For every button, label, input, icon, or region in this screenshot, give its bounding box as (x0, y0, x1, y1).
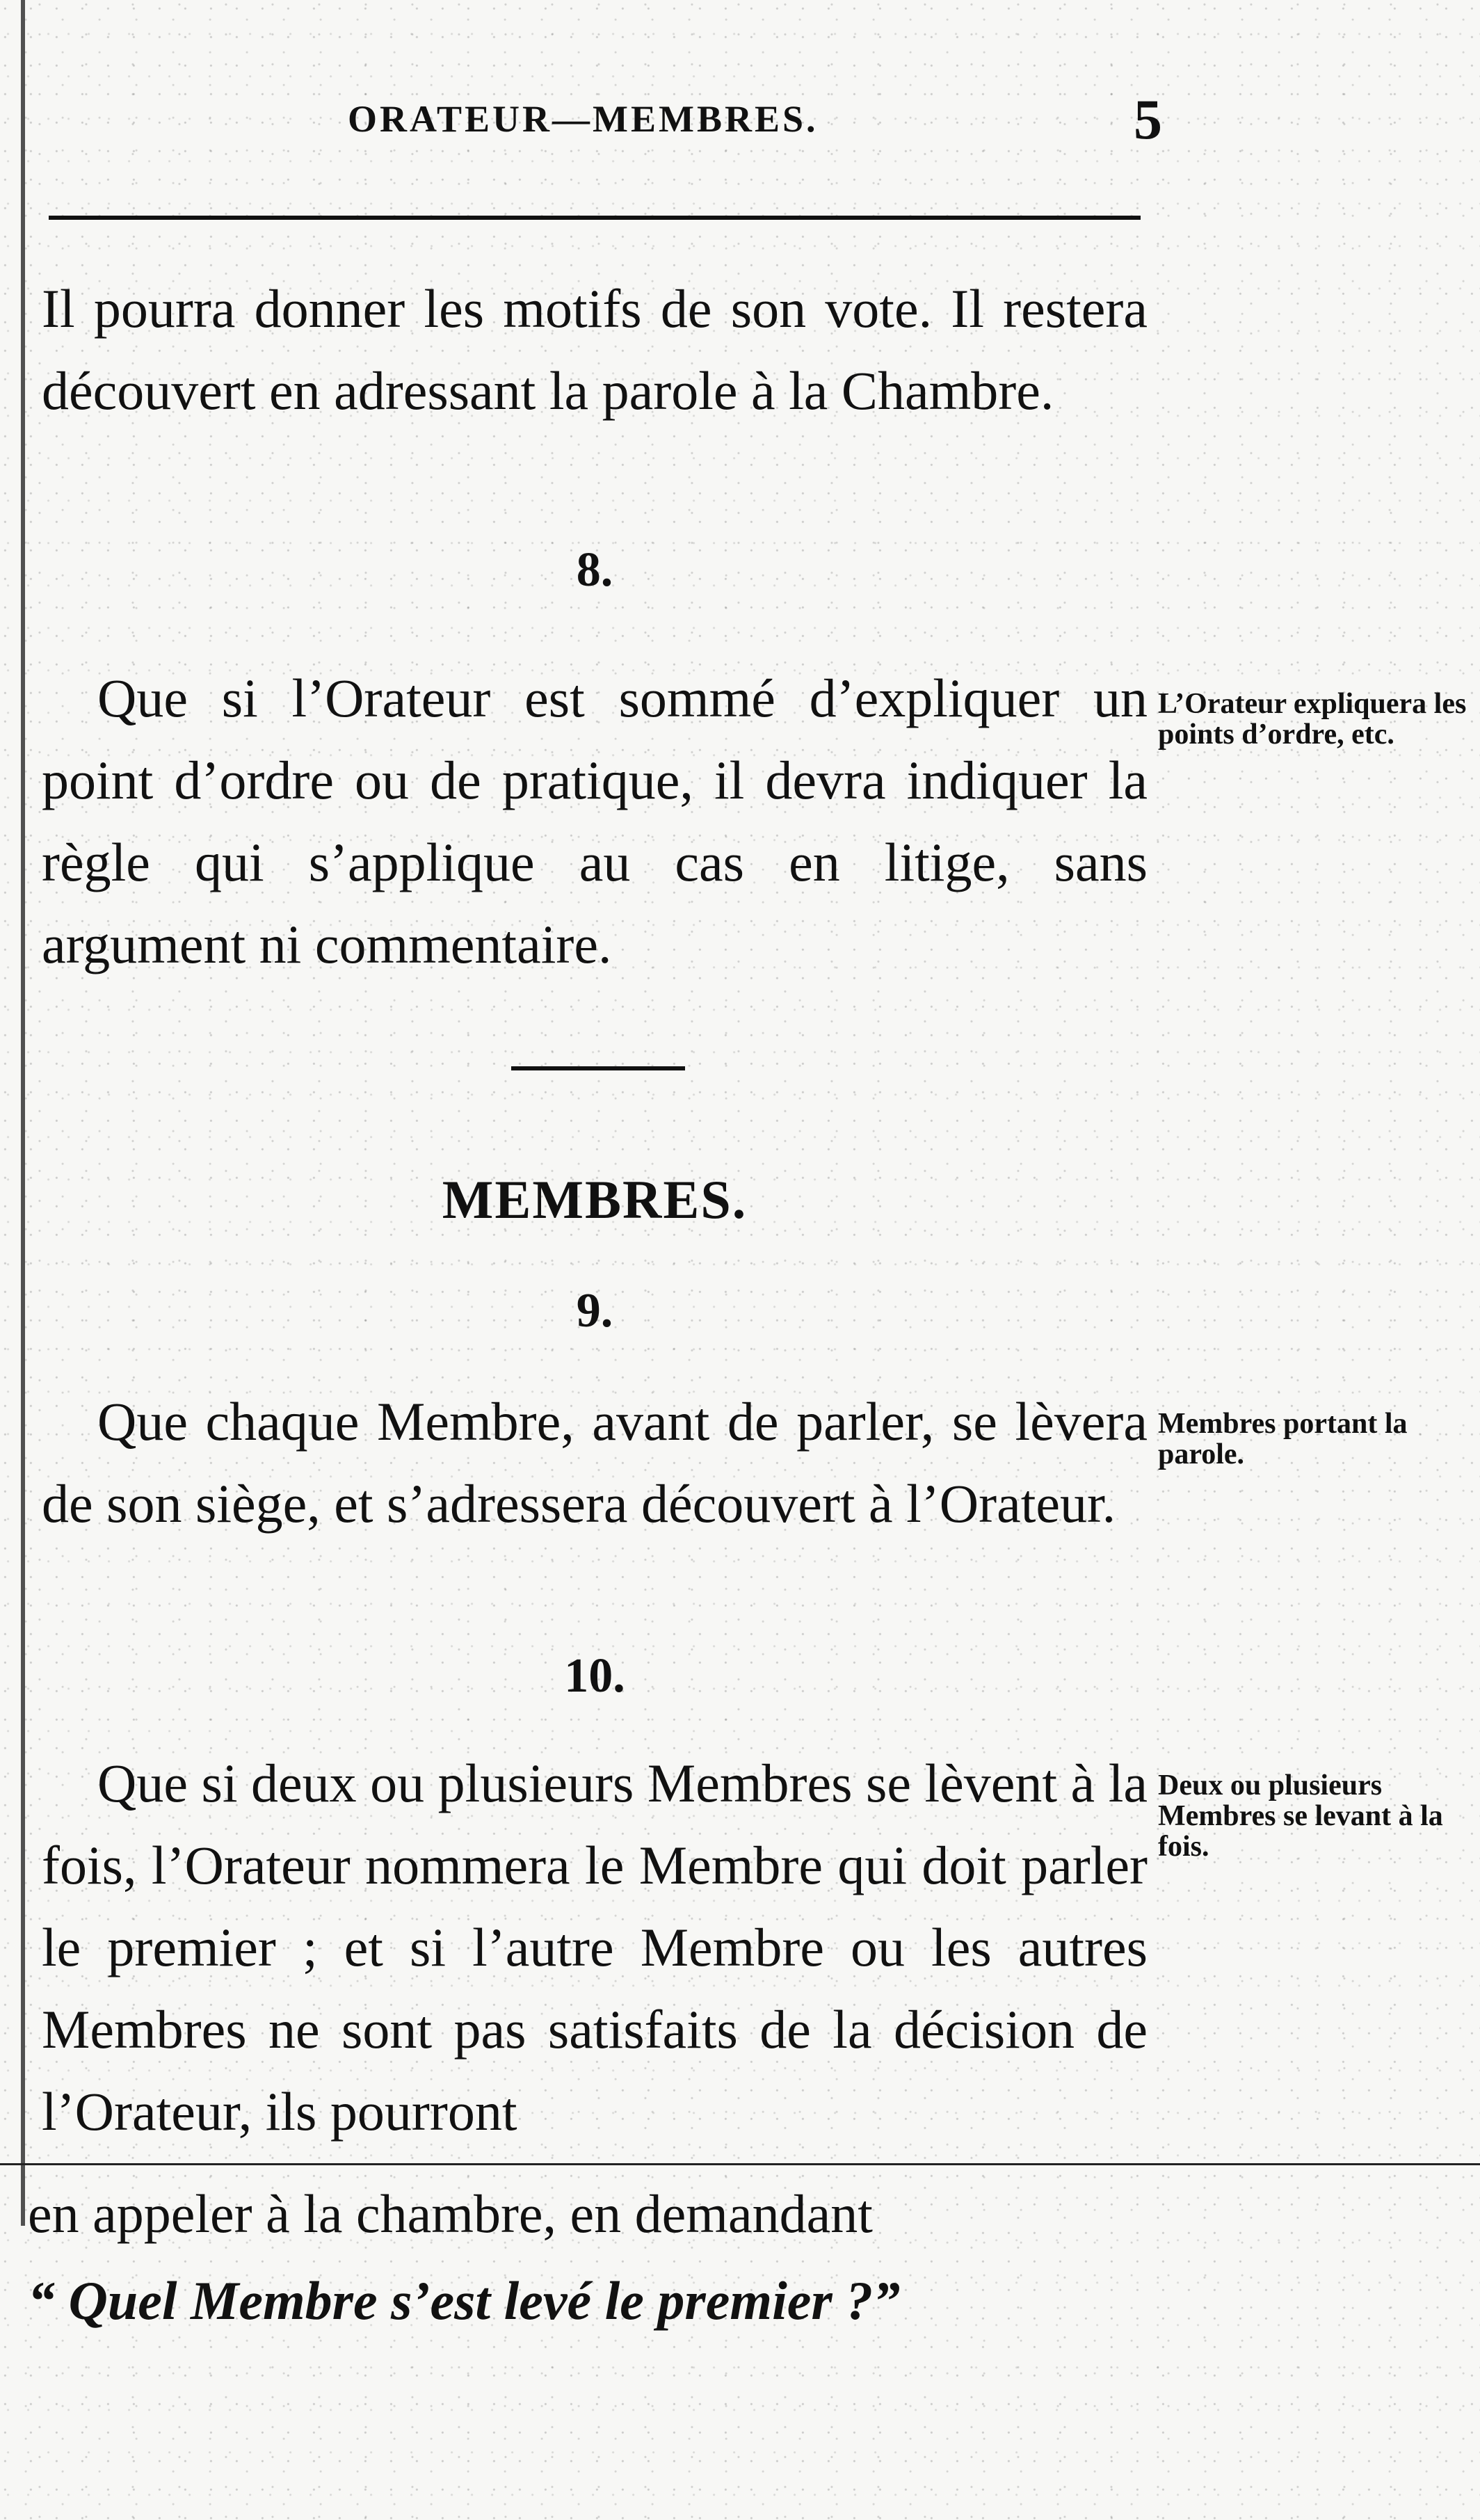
header-rule (49, 216, 1141, 220)
closing-paragraph (28, 2170, 1148, 2344)
rule-10-sidenote: Deux ou plusieurs Membres se levant à la fois. (1158, 1769, 1443, 1863)
running-title: ORATEUR—MEMBRES. (348, 98, 819, 140)
closing-quote: “ Quel Membre s’est levé le premier ?” (28, 2270, 901, 2331)
page-number: 5 (1134, 88, 1162, 151)
scan-fold-line (0, 2163, 1480, 2165)
rule-9-sidenote: Membres portant la parole. (1158, 1408, 1408, 1470)
section-divider (511, 1066, 685, 1070)
section-heading: MEMBRES. (442, 1169, 748, 1230)
rule-number-8: 8. (576, 543, 613, 597)
rule-8-paragraph: Que si l’Orateur est sommé d’expliquer un point d’ordre ou de pratique, il devra indiquer la règle qui s’applique au cas en litige, sans argument ni commentaire. (42, 668, 1148, 974)
rule-9-paragraph: Que chaque Membre, avant de parler, se lèvera de son siège, et s’adressera découvert à l’Orateur. (42, 1391, 1148, 1534)
continuation-paragraph: Il pourra donner les motifs de son vote. Il restera découvert en adressant la parole à la Chambre. (42, 278, 1148, 421)
rule-10-paragraph: Que si deux ou plusieurs Membres se lèvent à la fois, l’Orateur nommera le Membre qui doit parler le premier ; et si l’autre Membre ou les autres Membres ne sont pas satisfaits de la décision de l’Orateur, ils pourront (42, 1753, 1148, 2142)
rule-number-10: 10. (564, 1649, 625, 1703)
running-head (42, 83, 1189, 153)
closing-text: en appeler à la chambre, en demandant (28, 2183, 873, 2244)
rule-8-sidenote: L’Orateur expliquera les points d’ordre, etc. (1158, 688, 1467, 751)
rule-number-9: 9. (576, 1284, 613, 1338)
binding-edge (0, 0, 25, 2226)
